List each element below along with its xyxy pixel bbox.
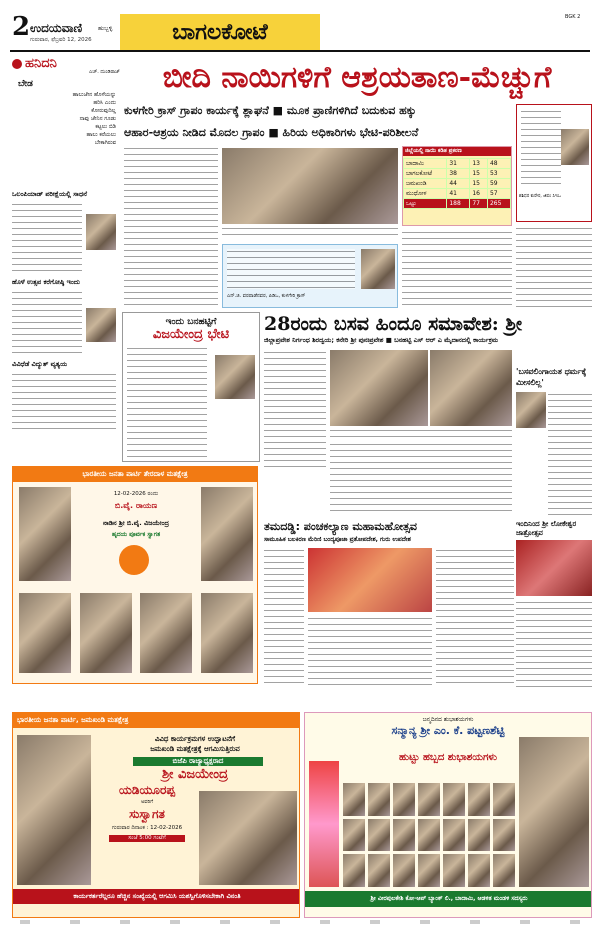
verse-line: ಹಾಲುಜೇನ ಹೊಳೆಯನ್ನು [72, 92, 116, 98]
ad-name: ಸನ್ಮಾನ್ಯ ಶ್ರೀ ಎಂ. ಕೆ. ಪಟ್ಟಣಶೆಟ್ಟಿ [391, 724, 505, 737]
verse-line: ಹಾಲು ಕರೆಯಲು [86, 132, 116, 138]
drop-icon [12, 59, 22, 69]
table-grid [403, 158, 511, 209]
ad-portrait [368, 819, 390, 852]
brief-headline: ಹೊಳೆ ಉತ್ಸವ ಕರೆಗೋಷ್ಠಿ ಇಂದು [12, 278, 80, 286]
ad-host-photo [199, 791, 297, 885]
ad-wish: ಹುಟ್ಟು ಹಬ್ಬದ ಶುಭಾಶಯಗಳು [398, 752, 498, 763]
story2-body-2 [330, 442, 512, 516]
column-author: ಎಚ್. ದುಂಡಿರಾಜ್ [89, 69, 120, 75]
brief-body [12, 202, 82, 272]
ad-line1: ವಿವಿಧ ಕಾರ್ಯಕ್ರಮಗಳ ಉದ್ಘಾಟನೆಗೆ [154, 735, 236, 743]
ad-portraits-row [19, 593, 253, 679]
ad-portrait [493, 819, 515, 852]
ad-title: ನಾಡಿನ ಶ್ರೀ ಬಿ.ವೈ. ವಿಜಯೇಂದ್ರ [103, 519, 169, 527]
sidebar-text [521, 109, 561, 189]
ad-portrait [201, 593, 253, 673]
ad-portrait [140, 593, 192, 673]
ad-portrait [418, 819, 440, 852]
story4-photo [308, 548, 432, 612]
paper-name: ಉದಯವಾಣಿ [30, 21, 83, 35]
ad-balloon-image [309, 761, 339, 887]
brief-olympiad [12, 190, 120, 274]
quote-text [227, 249, 355, 289]
story4-body-1 [264, 548, 304, 688]
ad-welcome-small: ಅವರಿಗೆ [140, 799, 154, 805]
ad-portrait [393, 819, 415, 852]
lead-subhead-2: ಆಹಾರ-ಆಶ್ರಯ ನೀಡಿದ ಮೊದಲ ಗ್ರಾಪಂ ■ ಹಿರಿಯ ಅಧಿಕಾರಿಗಳು ಭೇಟಿ-ಪರಿಶೀಲನೆ [124, 126, 419, 139]
lead-sidebar [516, 104, 592, 222]
ad-time: ಸಂಜೆ 5:00 ಗಂಟೆಗೆ [109, 835, 185, 842]
ad-welcome: ಹೃದಯ ಪೂರ್ವಕ ಸ್ವಾಗತ [111, 531, 161, 538]
table-row: ಬಾದಾಮಿ 31 13 48 [404, 159, 511, 169]
ad-portrait [343, 783, 365, 816]
print-registration-marks [20, 920, 580, 924]
ad-portrait [418, 854, 440, 887]
story4-body-3 [436, 548, 514, 688]
story4-body-2 [308, 616, 432, 688]
verse-line: ಕಟ್ಟಲು ಬಿಡಿ [95, 124, 116, 130]
ad-line3: ಬಿಜೆಪಿ ರಾಜ್ಯಾಧ್ಯಕ್ಷರಾದ [133, 757, 263, 766]
story-vijayendra [122, 312, 260, 462]
ad-welcome: ಸುಸ್ವಾಗತ [129, 807, 165, 821]
story2-photo-crowd [430, 350, 512, 426]
quote-name: ಎನ್.ಜಿ. ವರಪಾಡೆನವರ, ಪಿಡಿಒ, ಕುಳಗೇರಿ ಕ್ರಾಸ್ [227, 293, 306, 299]
ad-portrait [368, 854, 390, 887]
lead-subhead-1: ಕುಳಗೇರಿ ಕ್ರಾಸ್ ಗ್ರಾಪಂ ಕಾರ್ಯಕ್ಕೆ ಶ್ಲಾಘನೆ ■ ಮೂಕ ಪ್ರಾಣಿಗಳಿಗಿದೆ ಬದುಕುವ ಹಕ್ಕು [124, 104, 417, 117]
story2-sidehead: 'ಬಸವಲಿಂಗಾಯತ ಧರ್ಮಕ್ಕೆ ಮೀಸಲಿಲ್ಲ' [516, 367, 587, 387]
column-hanidani [12, 56, 120, 186]
ad-footer: ಶ್ರೀ ವೀರಪುಲಕೇಶಿ ಕೋ-ಆಪ್ ಬ್ಯಾಂಕ್ ಲಿ., ಬಾದಾಮಿ, ಆಡಳಿತ ಮಂಡಳಿ ಸದಸ್ಯರು [305, 891, 592, 907]
ad-name1: ಶ್ರೀ ವಿಜಯೇಂದ್ರ [161, 767, 228, 782]
brief-headline: ವಿವಿಧೆಡೆ ವಿದ್ಯುತ್ ವ್ಯತ್ಯಯ [12, 360, 68, 368]
sidebar-name: ಶಶಿಧರ ಕುರೇರ, ಜಿಪಂ ಸಿಇಒ [519, 194, 561, 199]
story2-headline: 28ರಂದು ಬಸವ ಹಿಂದೂ ಸಮಾವೇಶ: ಶ್ರೀ [264, 313, 523, 335]
ad-top: ಜನ್ಮದಿನದ ಶುಭಾಶಯಗಳು [422, 716, 474, 723]
column-title: ಹನಿದನಿ [25, 56, 57, 71]
verse-line: ಬೇಕಾಗಿರುವ [94, 140, 116, 146]
ad-portrait-grid [343, 783, 515, 887]
edition-code: BGK 2 [565, 14, 581, 20]
dog-bite-table [402, 146, 512, 226]
lead-photo-caption [222, 226, 398, 240]
ceo-photo [561, 129, 589, 165]
lead-body-right [402, 230, 512, 308]
ad-leader-photo-right [201, 487, 253, 581]
table-row: ಮುಧೋಳ 41 16 57 [404, 189, 511, 199]
ad-leader-photo-left [19, 487, 71, 581]
lead-body-left [124, 146, 218, 308]
ad-portrait [80, 593, 132, 673]
column-subtitle: ಬೇಡ [18, 79, 33, 89]
ad-portrait [468, 854, 490, 887]
person-photo [86, 308, 116, 342]
brief-body [12, 290, 82, 354]
ad-leader-photo [17, 735, 91, 885]
brief-headline: ಒಲಂಪಿಯಾಡ್ ಪರೀಕ್ಷೆಯಲ್ಲಿ ಸಾಧನೆ [12, 190, 88, 198]
ad-portrait [493, 783, 515, 816]
header-rule [10, 50, 590, 52]
story4-headline: ತಮದಡ್ಡಿ: ಪಂಚಕಲ್ಯಾಣ ಮಹಾಮಹೋತ್ಸವ [264, 520, 417, 533]
brief-utsava [12, 278, 120, 358]
story2-photo-swami [330, 350, 428, 426]
vijayendra-photo [215, 355, 255, 399]
pdo-photo [361, 249, 395, 289]
ad-banner: ಭಾರತೀಯ ಜನತಾ ಪಾರ್ಟಿ ತೇರದಾಳ ಮತಕ್ಷೇತ್ರ [13, 467, 257, 482]
lead-body-far-right [516, 226, 592, 308]
story4-subhead: ಸಾಮೂಹಿಕ ಬಲಕಿರಣ ಮೆರಿಣಿ ಬಂದ್ಯಪೂಜಾ ವ್ರತೋಪದೇಶ, ಗುರು ಉಪದೇಶ [264, 536, 411, 543]
table-row: ಒಟ್ಟು 188 77 265 [404, 199, 511, 209]
ad-date: 12-02-2026 ರಂದು [113, 491, 159, 497]
brief-power [12, 360, 120, 430]
ad-name2: ಯಡಿಯೂರಪ್ಪ [119, 783, 175, 797]
student-photo [86, 214, 116, 250]
verse-line: ಕೋರುವುದಿಲ್ಲ [91, 108, 116, 114]
bjp-lotus-icon [119, 545, 149, 575]
story5-headline: ಇಂದಿನಿಂದ ಶ್ರೀ ಲೋಕೇಶ್ವರ ಜಾತ್ರೋತ್ಸವ [516, 520, 577, 537]
lead-pullquote [222, 244, 398, 308]
story-headline: ವಿಜಯೇಂದ್ರ ಭೇಟಿ [152, 327, 230, 342]
ad-portrait [468, 783, 490, 816]
section-masthead: ಬಾಗಲಕೋಟೆ [120, 14, 320, 50]
table-row: ಜಮಖಂಡಿ 44 15 59 [404, 179, 511, 189]
ad-portrait [393, 854, 415, 887]
story2-caption [330, 428, 512, 440]
ad-footer: ಕಾರ್ಯಕರ್ತರೆಲ್ಲರೂ ಹೆಚ್ಚಿನ ಸಂಖ್ಯೆಯಲ್ಲಿ ಆಗಮಿಸಿ ಯಶಸ್ವಿಗೊಳಿಸಬೇಕಾಗಿ ವಿನಂತಿ [13, 889, 300, 904]
table-title: ಜಿಲ್ಲೆಯಲ್ಲಿ ನಾಯಿ ಕಡಿತ ಪ್ರಕರಣ [403, 147, 511, 156]
ad-portrait [468, 819, 490, 852]
ad-jamkhandi-bjp [12, 712, 300, 918]
story2-body-1 [264, 350, 326, 470]
ad-honoree-photo [519, 737, 589, 887]
story2-subhead: ಜಿಲ್ಲಾಪ್ರವೇಶ ನಿರ್ಗಂಧ ಶಿರದ್ವಯ; ಕನೇರಿ ಶ್ರೀ ಪುನಃಪ್ರವೇಶ ■ ಬನಹಟ್ಟಿ ಎಸ್ ಆರ್ ಎ ಮೈದಾನದಲ್ಲಿ ಕಾರ್ಯಕ್ರಮ [264, 336, 499, 344]
lead-headline: ಬೀದಿ ನಾಯಿಗಳಿಗೆ ಆಶ್ರಯತಾಣ-ಮೆಚ್ಚುಗೆ [162, 60, 552, 95]
ad-banner: ಭಾರತೀಯ ಜನತಾ ಪಾರ್ಟಿ, ಜಮಖಂಡಿ ಮತಕ್ಷೇತ್ರ [13, 713, 299, 728]
ad-portrait [493, 854, 515, 887]
ad-birthday [304, 712, 592, 918]
ad-portrait [393, 783, 415, 816]
ad-portrait [443, 854, 465, 887]
verse-line: ಹರಿಸಿ ಎಂದು [93, 100, 116, 106]
table-row: ಬಾಗಲಕೋಟೆ 38 15 53 [404, 169, 511, 179]
ad-portrait [19, 593, 71, 673]
story2-side-body [548, 392, 592, 516]
column-verse [12, 91, 120, 147]
issue-date: ಗುರುವಾರ, ಫೆಬ್ರವರಿ 12, 2026 [30, 37, 92, 43]
ad-portrait [418, 783, 440, 816]
ad-line2: ಜಮಖಂಡಿ ಮತಕ್ಷೇತ್ರಕ್ಕೆ ಆಗಮಿಸುತ್ತಿರುವ [150, 745, 240, 753]
ad-date: ಗುರುವಾರ ದಿನಾಂಕ : 12-02-2026 [111, 825, 183, 831]
ad-portrait [443, 819, 465, 852]
ad-portrait [343, 854, 365, 887]
ad-portrait [343, 819, 365, 852]
ad-portrait [368, 783, 390, 816]
page-number: 2 [12, 12, 31, 42]
edition-label: ಹುಬ್ಬಳ್ಳಿ [98, 25, 113, 32]
ad-host: ಬಿ.ವೈ. ರಾಯಣ [114, 501, 158, 510]
story5-body [516, 600, 592, 688]
verse-line: ನಾವು ಜೇನಿನ ಗೂಡು [79, 116, 116, 122]
ad-teradal-bjp [12, 466, 258, 684]
story-body [127, 346, 207, 458]
lead-photo-dogs [222, 148, 398, 224]
story-kicker: ಇಂದು ಬನಹಟ್ಟಿಗೆ [165, 317, 217, 327]
story2-side-photo [516, 392, 546, 428]
story5-photo [516, 540, 592, 596]
brief-body [12, 372, 116, 430]
ad-portrait [443, 783, 465, 816]
